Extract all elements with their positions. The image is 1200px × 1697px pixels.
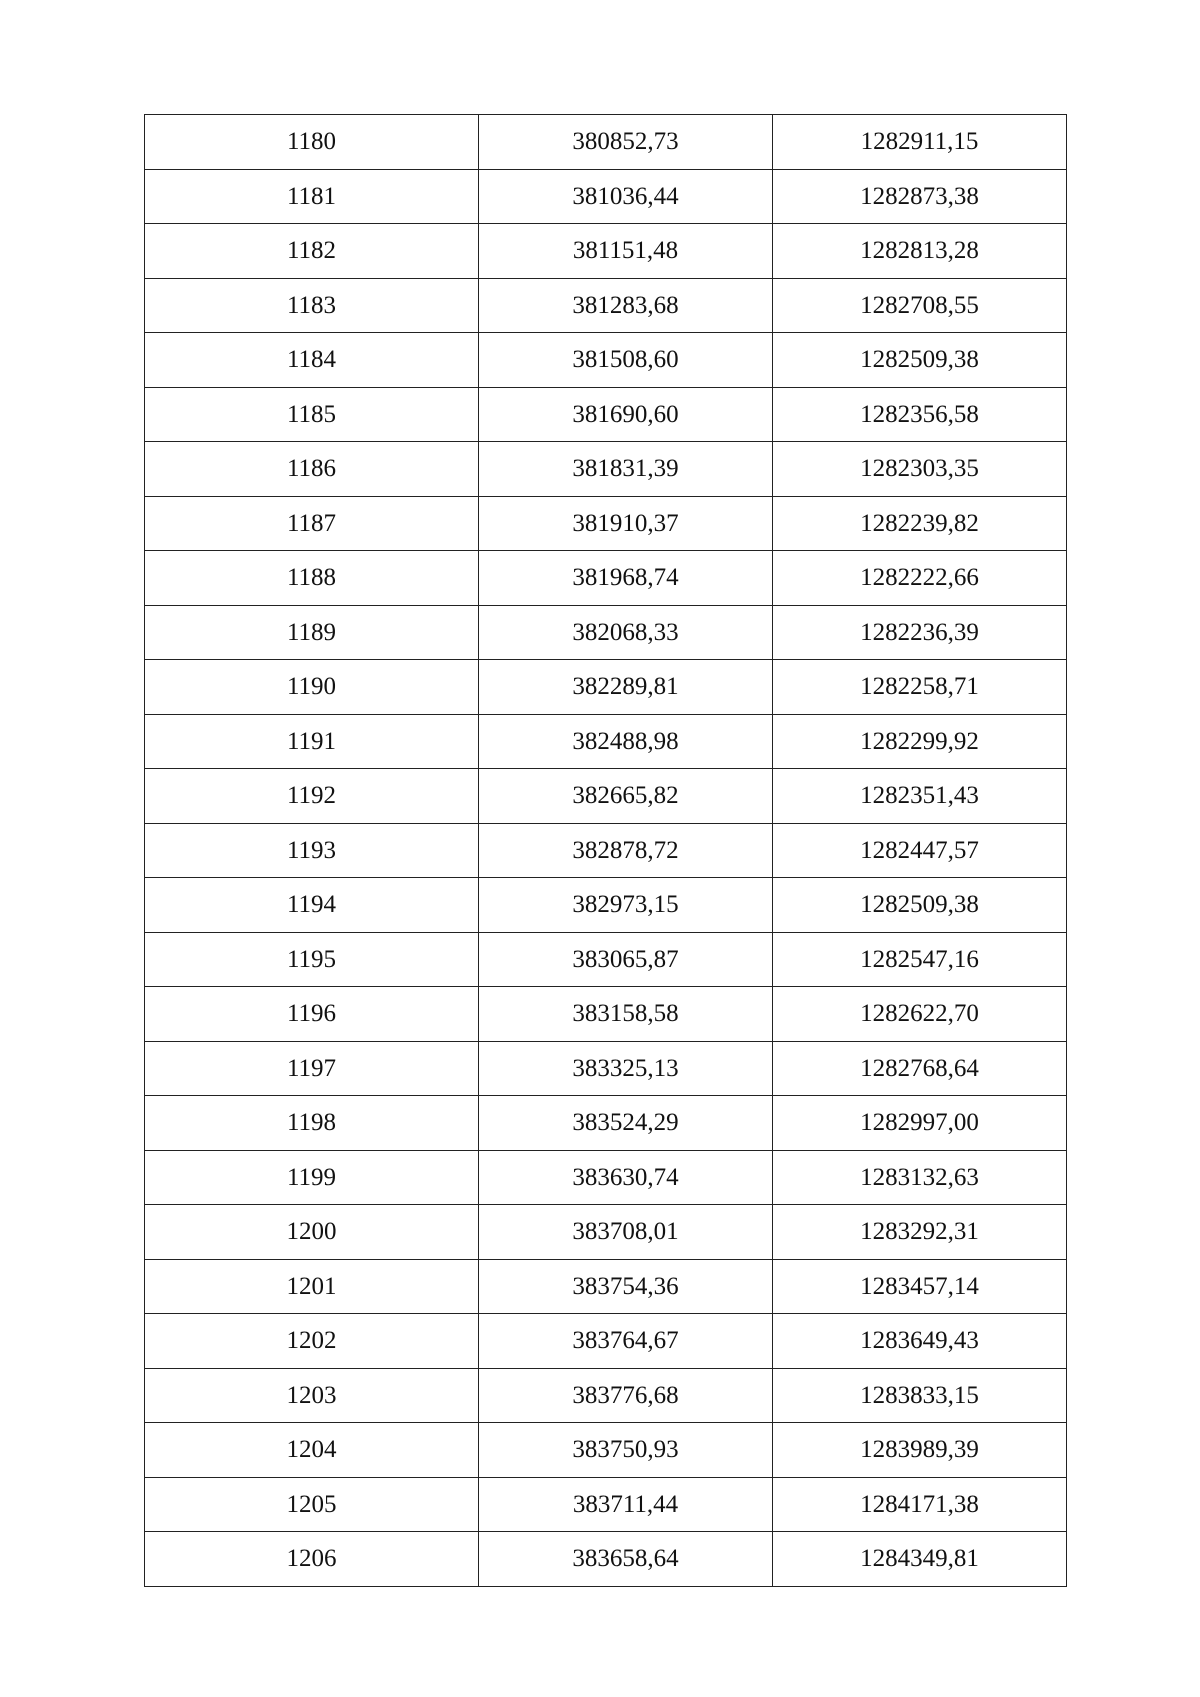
y-coordinate-cell: 1283989,39 bbox=[773, 1423, 1067, 1478]
point-number-cell: 1184 bbox=[145, 333, 479, 388]
table-row bbox=[145, 987, 1067, 1042]
point-number-cell: 1202 bbox=[145, 1314, 479, 1369]
table-row bbox=[145, 115, 1067, 170]
point-number-cell: 1186 bbox=[145, 442, 479, 497]
y-coordinate-cell: 1282351,43 bbox=[773, 769, 1067, 824]
table-row bbox=[145, 1096, 1067, 1151]
y-coordinate-cell: 1284171,38 bbox=[773, 1477, 1067, 1532]
x-coordinate-cell: 381690,60 bbox=[479, 387, 773, 442]
table-row bbox=[145, 1205, 1067, 1260]
x-coordinate-cell: 383630,74 bbox=[479, 1150, 773, 1205]
x-coordinate-cell: 383764,67 bbox=[479, 1314, 773, 1369]
x-coordinate-cell: 381831,39 bbox=[479, 442, 773, 497]
point-number-cell: 1182 bbox=[145, 224, 479, 279]
table-row bbox=[145, 1368, 1067, 1423]
table-row bbox=[145, 932, 1067, 987]
point-number-cell: 1201 bbox=[145, 1259, 479, 1314]
y-coordinate-cell: 1282708,55 bbox=[773, 278, 1067, 333]
x-coordinate-cell: 382488,98 bbox=[479, 714, 773, 769]
y-coordinate-cell: 1282236,39 bbox=[773, 605, 1067, 660]
point-number-cell: 1190 bbox=[145, 660, 479, 715]
x-coordinate-cell: 382973,15 bbox=[479, 878, 773, 933]
table-row bbox=[145, 1314, 1067, 1369]
point-number-cell: 1193 bbox=[145, 823, 479, 878]
table-row bbox=[145, 278, 1067, 333]
point-number-cell: 1191 bbox=[145, 714, 479, 769]
point-number-cell: 1206 bbox=[145, 1532, 479, 1587]
y-coordinate-cell: 1282509,38 bbox=[773, 333, 1067, 388]
x-coordinate-cell: 382878,72 bbox=[479, 823, 773, 878]
point-number-cell: 1185 bbox=[145, 387, 479, 442]
table-row bbox=[145, 442, 1067, 497]
table-row bbox=[145, 1423, 1067, 1478]
y-coordinate-cell: 1282356,58 bbox=[773, 387, 1067, 442]
point-number-cell: 1196 bbox=[145, 987, 479, 1042]
table-row bbox=[145, 660, 1067, 715]
table-row bbox=[145, 1259, 1067, 1314]
point-number-cell: 1199 bbox=[145, 1150, 479, 1205]
y-coordinate-cell: 1282509,38 bbox=[773, 878, 1067, 933]
y-coordinate-cell: 1283833,15 bbox=[773, 1368, 1067, 1423]
y-coordinate-cell: 1282622,70 bbox=[773, 987, 1067, 1042]
y-coordinate-cell: 1282768,64 bbox=[773, 1041, 1067, 1096]
x-coordinate-cell: 383754,36 bbox=[479, 1259, 773, 1314]
point-number-cell: 1203 bbox=[145, 1368, 479, 1423]
y-coordinate-cell: 1284349,81 bbox=[773, 1532, 1067, 1587]
table-row bbox=[145, 605, 1067, 660]
table-row bbox=[145, 1532, 1067, 1587]
point-number-cell: 1192 bbox=[145, 769, 479, 824]
point-number-cell: 1205 bbox=[145, 1477, 479, 1532]
x-coordinate-cell: 383711,44 bbox=[479, 1477, 773, 1532]
y-coordinate-cell: 1282299,92 bbox=[773, 714, 1067, 769]
x-coordinate-cell: 381968,74 bbox=[479, 551, 773, 606]
x-coordinate-cell: 380852,73 bbox=[479, 115, 773, 170]
point-number-cell: 1183 bbox=[145, 278, 479, 333]
y-coordinate-cell: 1282222,66 bbox=[773, 551, 1067, 606]
x-coordinate-cell: 383708,01 bbox=[479, 1205, 773, 1260]
y-coordinate-cell: 1282997,00 bbox=[773, 1096, 1067, 1151]
x-coordinate-cell: 381036,44 bbox=[479, 169, 773, 224]
table-row bbox=[145, 1477, 1067, 1532]
x-coordinate-cell: 383325,13 bbox=[479, 1041, 773, 1096]
x-coordinate-cell: 382289,81 bbox=[479, 660, 773, 715]
table-row bbox=[145, 333, 1067, 388]
coordinates-table bbox=[144, 114, 1067, 1587]
y-coordinate-cell: 1282547,16 bbox=[773, 932, 1067, 987]
point-number-cell: 1194 bbox=[145, 878, 479, 933]
table-row bbox=[145, 878, 1067, 933]
x-coordinate-cell: 381910,37 bbox=[479, 496, 773, 551]
point-number-cell: 1187 bbox=[145, 496, 479, 551]
y-coordinate-cell: 1283457,14 bbox=[773, 1259, 1067, 1314]
y-coordinate-cell: 1282239,82 bbox=[773, 496, 1067, 551]
y-coordinate-cell: 1283649,43 bbox=[773, 1314, 1067, 1369]
table-row bbox=[145, 823, 1067, 878]
table-row bbox=[145, 551, 1067, 606]
table-row bbox=[145, 769, 1067, 824]
point-number-cell: 1188 bbox=[145, 551, 479, 606]
point-number-cell: 1198 bbox=[145, 1096, 479, 1151]
table-row bbox=[145, 224, 1067, 279]
x-coordinate-cell: 381283,68 bbox=[479, 278, 773, 333]
y-coordinate-cell: 1282873,38 bbox=[773, 169, 1067, 224]
point-number-cell: 1195 bbox=[145, 932, 479, 987]
x-coordinate-cell: 383776,68 bbox=[479, 1368, 773, 1423]
x-coordinate-cell: 382665,82 bbox=[479, 769, 773, 824]
table-row bbox=[145, 1150, 1067, 1205]
y-coordinate-cell: 1282447,57 bbox=[773, 823, 1067, 878]
table-row bbox=[145, 387, 1067, 442]
x-coordinate-cell: 381508,60 bbox=[479, 333, 773, 388]
y-coordinate-cell: 1283292,31 bbox=[773, 1205, 1067, 1260]
point-number-cell: 1180 bbox=[145, 115, 479, 170]
table-row bbox=[145, 714, 1067, 769]
table-row bbox=[145, 1041, 1067, 1096]
x-coordinate-cell: 383750,93 bbox=[479, 1423, 773, 1478]
x-coordinate-cell: 381151,48 bbox=[479, 224, 773, 279]
coordinates-table-body bbox=[145, 115, 1067, 1587]
y-coordinate-cell: 1282303,35 bbox=[773, 442, 1067, 497]
point-number-cell: 1197 bbox=[145, 1041, 479, 1096]
point-number-cell: 1189 bbox=[145, 605, 479, 660]
x-coordinate-cell: 383658,64 bbox=[479, 1532, 773, 1587]
point-number-cell: 1204 bbox=[145, 1423, 479, 1478]
x-coordinate-cell: 383065,87 bbox=[479, 932, 773, 987]
x-coordinate-cell: 382068,33 bbox=[479, 605, 773, 660]
y-coordinate-cell: 1283132,63 bbox=[773, 1150, 1067, 1205]
x-coordinate-cell: 383158,58 bbox=[479, 987, 773, 1042]
y-coordinate-cell: 1282911,15 bbox=[773, 115, 1067, 170]
y-coordinate-cell: 1282258,71 bbox=[773, 660, 1067, 715]
point-number-cell: 1200 bbox=[145, 1205, 479, 1260]
table-row bbox=[145, 169, 1067, 224]
table-row bbox=[145, 496, 1067, 551]
y-coordinate-cell: 1282813,28 bbox=[773, 224, 1067, 279]
point-number-cell: 1181 bbox=[145, 169, 479, 224]
x-coordinate-cell: 383524,29 bbox=[479, 1096, 773, 1151]
